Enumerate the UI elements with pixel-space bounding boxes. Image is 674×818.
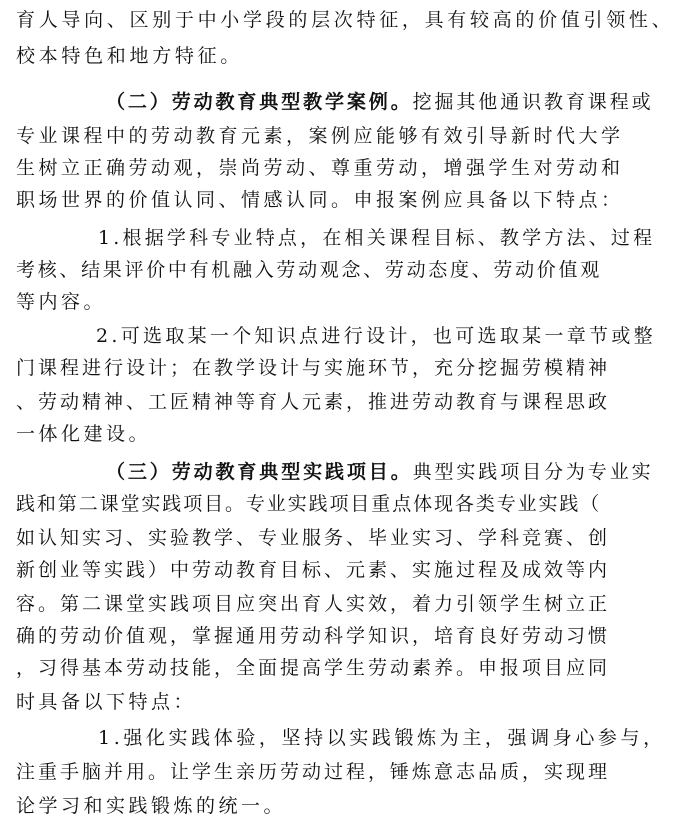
- text-line: 、劳动精神、工匠精神等育人元素，推进劳动教育与课程思政: [16, 391, 611, 413]
- text-line: 生树立正确劳动观，崇尚劳动、尊重劳动，增强学生对劳动和: [16, 157, 624, 179]
- text-line: 门课程进行设计；在教学设计与实施环节，充分挖掘劳模精神: [16, 357, 611, 379]
- list-item-line: 1.根据学科专业特点，在相关课程目标、教学方法、过程: [98, 227, 656, 249]
- text-line: 校本特色和地方特征。: [16, 45, 244, 67]
- text-line: 容。第二课堂实践项目应突出育人实效，着力引领学生树立正: [16, 593, 611, 615]
- text-span: 挖掘其他通识教育课程或: [412, 91, 654, 113]
- text-line: 时具备以下特点：: [16, 691, 197, 713]
- text-line: [16, 492, 674, 516]
- text-span: 践和第二课堂实践项目。: [16, 493, 246, 515]
- text-line: 考核、结果评价中有机融入劳动观念、劳动态度、劳动价值观: [16, 259, 602, 281]
- list-item-line: 1.强化实践体验，坚持以实践锻炼为主，强调身心参与，: [98, 727, 666, 749]
- text-line: 如认知实习、实验教学、专业服务、毕业实习、学科竞赛、创: [16, 527, 611, 549]
- text-line: 育人导向、区别于中小学段的层次特征，具有较高的价值引领性、: [16, 9, 674, 31]
- section-heading-2: （二）劳动教育典型教学案例。: [106, 91, 413, 113]
- text-line: 确的劳动价值观，掌握通用劳动科学知识，培育良好劳动习惯: [16, 625, 611, 647]
- text-span: 典型实践项目分为专业实: [412, 461, 654, 483]
- text-line: 论学习和实践锻炼的统一。: [16, 795, 287, 817]
- section-paragraph-line: [106, 90, 674, 114]
- text-line: 专业课程中的劳动教育元素，案例应能够有效引导新时代大学: [16, 125, 624, 147]
- section-paragraph-line: [106, 460, 674, 484]
- section-heading-3: （三）劳动教育典型实践项目。: [106, 461, 413, 483]
- list-item-line: 2.可选取某一个知识点进行设计，也可选取某一章节或整: [96, 325, 656, 347]
- text-line: 注重手脑并用。让学生亲历劳动过程，锤炼意志品质，实现理: [16, 761, 611, 783]
- text-line: 一体化建设。: [16, 423, 152, 445]
- text-line: ，习得基本劳动技能，全面提高学生劳动素养。申报项目应同: [16, 657, 611, 679]
- text-line: 新创业等实践）中劳动教育目标、元素、实施过程及成效等内: [16, 559, 611, 581]
- text-span: 专业实践项目重点体现各类专业实践（: [245, 493, 602, 515]
- text-line: 等内容。: [16, 291, 107, 313]
- text-line: 职场世界的价值认同、情感认同。申报案例应具备以下特点：: [16, 189, 624, 211]
